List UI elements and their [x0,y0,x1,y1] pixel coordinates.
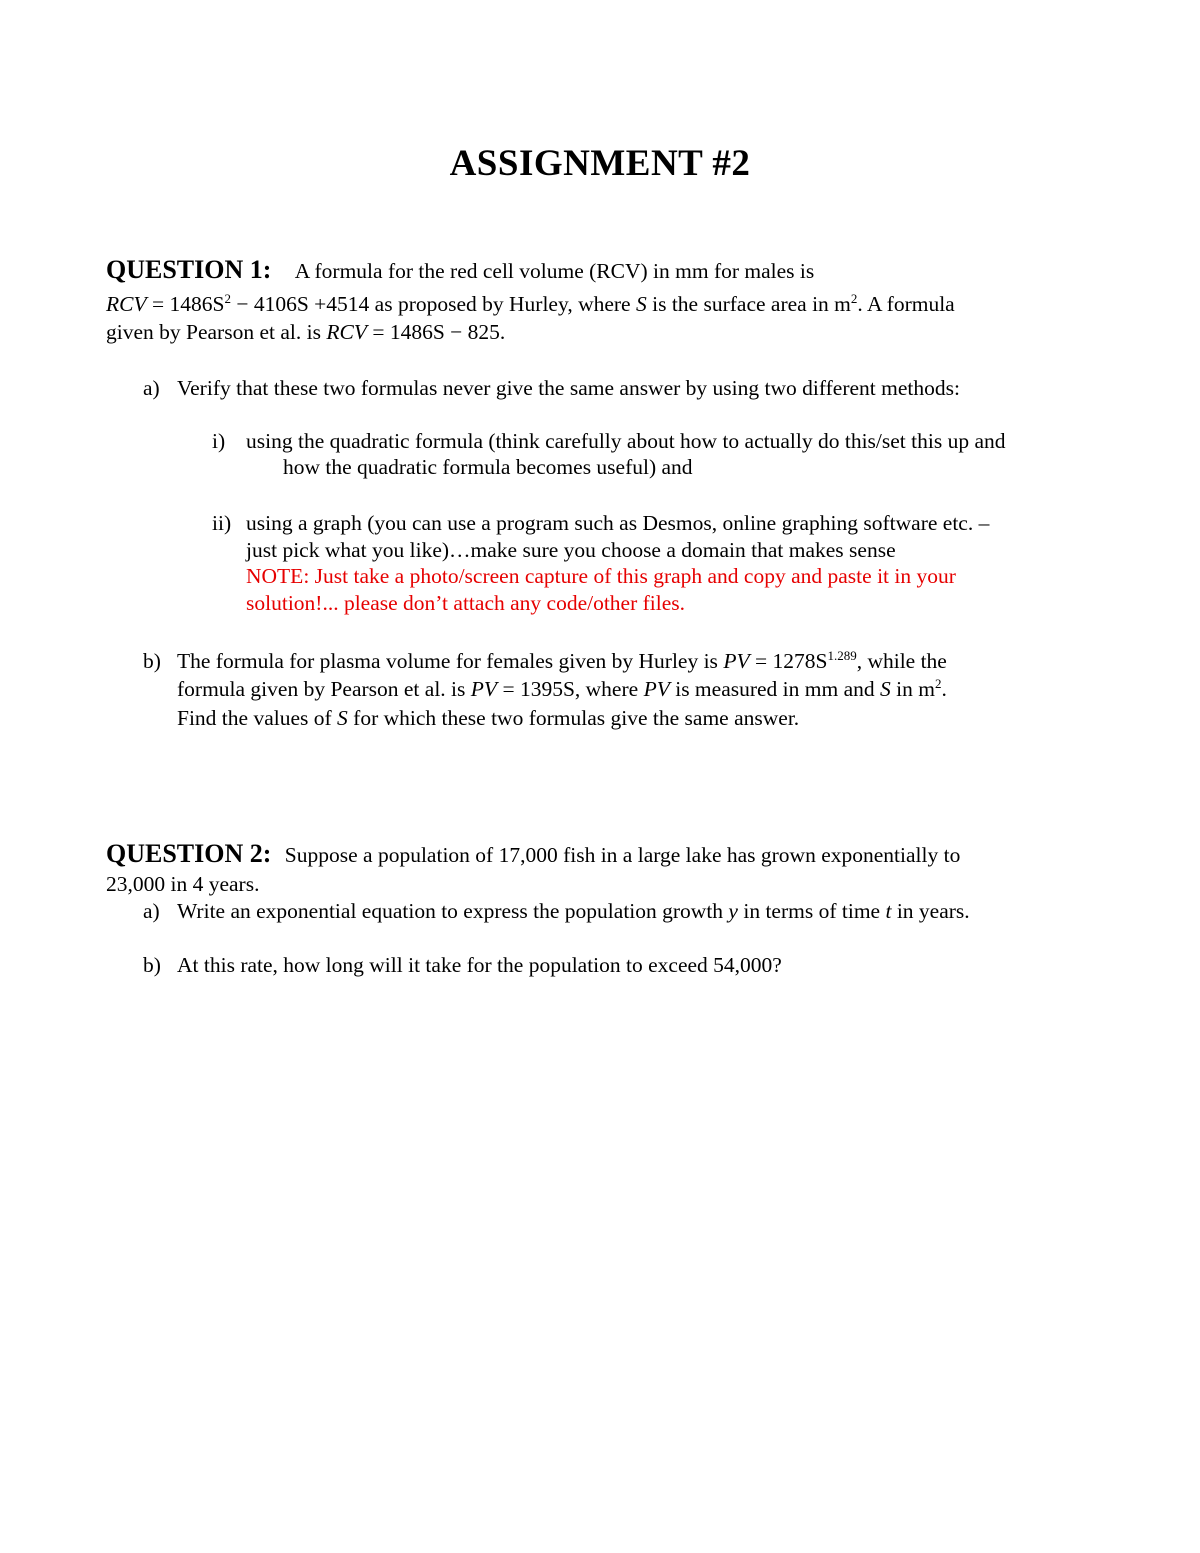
q1-text: as proposed by Hurley, where [369,292,636,316]
s-var: S [880,677,891,701]
rcv-label: RCV [326,320,367,344]
note-line1: NOTE: Just take a photo/screen capture of this graph and copy and paste it in your [246,564,956,588]
q1b-line1 [177,647,947,675]
q2b-text: At this rate, how long will it take for the population to exceed 54,000? [177,953,782,977]
q1b-text: formula given by Pearson et al. is [177,677,471,701]
q1a-ii-label: ii) [212,511,232,535]
q1b-text: is measured in mm and [669,677,881,701]
q1b-line3 [177,704,799,732]
q1b-text: . [941,677,947,701]
q1-text: . [499,320,506,344]
hurley-formula-exp: 2 [224,290,231,306]
q2-intro-line2: 23,000 in 4 years. [106,872,260,896]
q1-heading: QUESTION 1: [106,255,272,284]
q1b-text: , where [574,677,644,701]
q2a-text-part: Write an exponential equation to express the population growth [177,899,729,923]
s-var: S [337,706,348,730]
q1-pearson-line [106,318,505,346]
q2a-text [177,897,970,925]
q2-intro-line [106,840,960,869]
q1-formula-line [106,290,955,318]
pearson-formula: = 1486S − 825 [366,320,500,344]
q1-intro-line [106,256,814,285]
pv-label: PV [643,677,670,701]
y-var: y [728,899,738,923]
q1-text: given by Pearson et al. is [106,320,327,344]
note-line2: solution!... please don’t attach any code/other files. [246,591,686,615]
superscript: 2 [850,290,858,306]
q1a-i-label: i) [212,429,226,453]
hurley-formula-part2: − 4106S +4514 [230,292,370,316]
q1a-label: a) [143,376,160,400]
page-title: ASSIGNMENT #2 [449,143,751,184]
q1b-line2 [177,675,947,703]
q2-heading: QUESTION 2: [106,839,272,868]
q2a-text-part: in terms of time [737,899,886,923]
q1b-text: Find the values of [177,706,338,730]
q2a-label: a) [143,899,160,923]
q1a-ii-line2: just pick what you like)…make sure you choose a domain that makes sense [246,538,896,562]
pv-label: PV [723,649,750,673]
hurley-pv-exponent: 1.289 [827,647,857,663]
rcv-label: RCV [106,292,147,316]
q1a-i-line2: how the quadratic formula becomes useful) and [283,455,693,479]
q1b-label: b) [143,649,161,673]
s-var: S [635,292,647,316]
hurley-formula-part1: = 1486S [146,292,225,316]
t-var: t [885,899,892,923]
q1a-i-line1: using the quadratic formula (think carefully about how to actually do this/set this up and [246,429,1006,453]
pearson-pv-formula: = 1395S [497,677,575,701]
q1-text: is the surface area in m [646,292,851,316]
pv-label: PV [470,677,498,701]
q1a-text: Verify that these two formulas never give the same answer by using two different methods: [177,376,960,400]
q1b-text: , while the [856,649,947,673]
q1-text: . A formula [857,292,955,316]
q1b-text: The formula for plasma volume for females given by Hurley is [177,649,724,673]
q1b-text: in m [890,677,935,701]
q2a-text-part: in years. [891,899,970,923]
q2b-label: b) [143,953,161,977]
q1a-ii-line1: using a graph (you can use a program such as Desmos, online graphing software etc. – [246,511,990,535]
q1b-text: for which these two formulas give the same answer. [347,706,800,730]
q1-intro: A formula for the red cell volume (RCV) in mm for males is [294,259,815,283]
q2-intro: Suppose a population of 17,000 fish in a large lake has grown exponentially to [284,843,961,867]
superscript: 2 [934,675,942,691]
hurley-pv-formula: = 1278S [749,649,828,673]
